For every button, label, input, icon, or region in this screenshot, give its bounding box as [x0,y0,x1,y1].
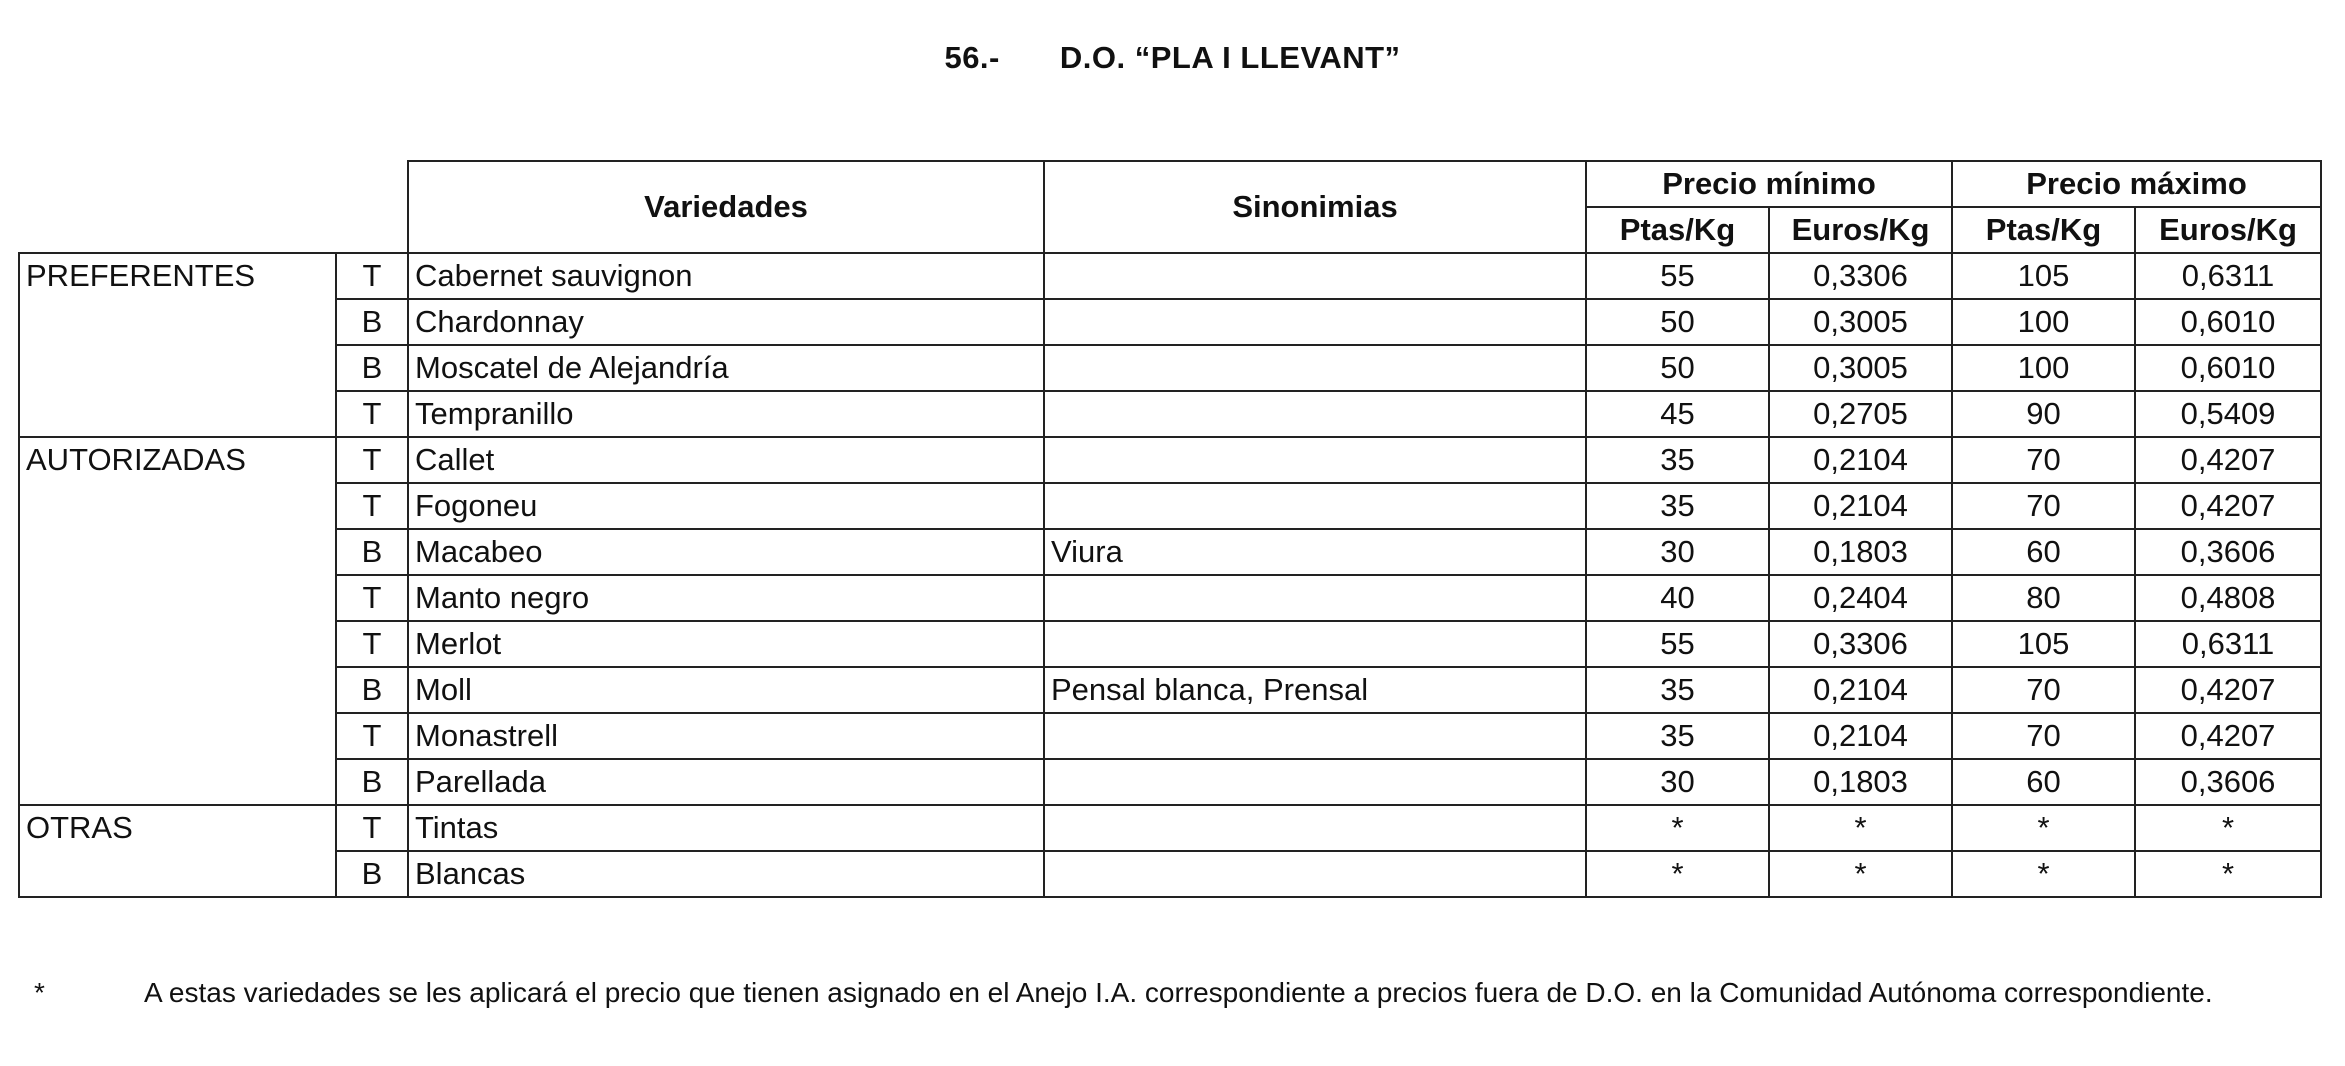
variety-cell: Fogoneu [408,483,1044,529]
min-euros-cell: 0,1803 [1769,759,1952,805]
max-euros-cell: 0,3606 [2135,529,2321,575]
header-min-euros: Euros/Kg [1769,207,1952,253]
table-body [19,253,2321,897]
table-row [19,575,2321,621]
min-ptas-cell: 40 [1586,575,1769,621]
type-cell: T [336,805,408,851]
variety-cell: Parellada [408,759,1044,805]
table-row [19,345,2321,391]
header-blank [19,161,336,207]
max-euros-cell: 0,4207 [2135,713,2321,759]
min-ptas-cell: 50 [1586,299,1769,345]
header-min-ptas: Ptas/Kg [1586,207,1769,253]
max-ptas-cell: * [1952,805,2135,851]
min-ptas-cell: * [1586,805,1769,851]
min-ptas-cell: 55 [1586,621,1769,667]
synonym-cell [1044,851,1586,897]
type-cell: B [336,667,408,713]
max-euros-cell: 0,6311 [2135,253,2321,299]
synonym-cell [1044,253,1586,299]
min-euros-cell: 0,1803 [1769,529,1952,575]
table-row [19,851,2321,897]
type-cell: T [336,391,408,437]
max-euros-cell: 0,4808 [2135,575,2321,621]
header-varieties: Variedades [408,161,1044,253]
table-row [19,621,2321,667]
header-min-price: Precio mínimo [1586,161,1952,207]
type-cell: T [336,621,408,667]
min-ptas-cell: 30 [1586,529,1769,575]
synonym-cell [1044,345,1586,391]
max-ptas-cell: 90 [1952,391,2135,437]
max-ptas-cell: * [1952,851,2135,897]
max-ptas-cell: 80 [1952,575,2135,621]
type-cell: T [336,437,408,483]
min-euros-cell: 0,2104 [1769,437,1952,483]
max-euros-cell: 0,6010 [2135,299,2321,345]
synonym-cell [1044,759,1586,805]
min-euros-cell: * [1769,805,1952,851]
min-ptas-cell: 35 [1586,667,1769,713]
type-cell: B [336,345,408,391]
min-euros-cell: 0,3306 [1769,253,1952,299]
synonym-cell: Pensal blanca, Prensal [1044,667,1586,713]
min-ptas-cell: 45 [1586,391,1769,437]
category-cell: OTRAS [19,805,336,897]
header-blank [336,207,408,253]
header-synonyms: Sinonimias [1044,161,1586,253]
variety-cell: Tintas [408,805,1044,851]
header-blank [19,207,336,253]
table-row [19,667,2321,713]
max-ptas-cell: 70 [1952,483,2135,529]
variety-cell: Callet [408,437,1044,483]
header-max-euros: Euros/Kg [2135,207,2321,253]
min-ptas-cell: 35 [1586,437,1769,483]
type-cell: T [336,713,408,759]
table-row [19,529,2321,575]
min-ptas-cell: * [1586,851,1769,897]
type-cell: T [336,575,408,621]
min-euros-cell: 0,2104 [1769,483,1952,529]
table-row [19,391,2321,437]
max-ptas-cell: 100 [1952,299,2135,345]
variety-cell: Moscatel de Alejandría [408,345,1044,391]
min-ptas-cell: 50 [1586,345,1769,391]
footnote-mark: * [34,977,45,1008]
min-ptas-cell: 35 [1586,483,1769,529]
variety-cell: Moll [408,667,1044,713]
variety-cell: Blancas [408,851,1044,897]
max-euros-cell: 0,4207 [2135,483,2321,529]
synonym-cell: Viura [1044,529,1586,575]
variety-cell: Monastrell [408,713,1044,759]
variety-cell: Manto negro [408,575,1044,621]
min-euros-cell: 0,2404 [1769,575,1952,621]
synonym-cell [1044,575,1586,621]
min-euros-cell: 0,2104 [1769,667,1952,713]
type-cell: B [336,759,408,805]
max-ptas-cell: 60 [1952,529,2135,575]
type-cell: B [336,851,408,897]
max-euros-cell: 0,6010 [2135,345,2321,391]
max-euros-cell: 0,4207 [2135,437,2321,483]
section-number: 56.- [944,40,1000,75]
type-cell: B [336,529,408,575]
synonym-cell [1044,391,1586,437]
table-row [19,805,2321,851]
table-row [19,713,2321,759]
min-euros-cell: * [1769,851,1952,897]
max-ptas-cell: 70 [1952,667,2135,713]
category-cell: AUTORIZADAS [19,437,336,805]
variety-cell: Macabeo [408,529,1044,575]
header-max-ptas: Ptas/Kg [1952,207,2135,253]
table-row [19,299,2321,345]
max-euros-cell: * [2135,805,2321,851]
max-ptas-cell: 60 [1952,759,2135,805]
variety-cell: Tempranillo [408,391,1044,437]
max-euros-cell: 0,3606 [2135,759,2321,805]
min-euros-cell: 0,3005 [1769,345,1952,391]
page-title [0,40,2345,76]
synonym-cell [1044,805,1586,851]
max-euros-cell: * [2135,851,2321,897]
varieties-price-table [18,160,2322,898]
synonym-cell [1044,437,1586,483]
table-row [19,437,2321,483]
max-ptas-cell: 70 [1952,713,2135,759]
min-euros-cell: 0,2705 [1769,391,1952,437]
synonym-cell [1044,713,1586,759]
min-euros-cell: 0,3005 [1769,299,1952,345]
variety-cell: Merlot [408,621,1044,667]
max-euros-cell: 0,5409 [2135,391,2321,437]
max-euros-cell: 0,6311 [2135,621,2321,667]
max-ptas-cell: 70 [1952,437,2135,483]
max-ptas-cell: 100 [1952,345,2135,391]
max-euros-cell: 0,4207 [2135,667,2321,713]
type-cell: B [336,299,408,345]
footnote-text: A estas variedades se les aplicará el precio que tienen asignado en el Anejo I.A. correspondiente a precios fuera de D.O. en la Comunidad Autónoma correspondiente. [144,977,2213,1008]
min-ptas-cell: 55 [1586,253,1769,299]
category-cell: PREFERENTES [19,253,336,437]
synonym-cell [1044,483,1586,529]
min-euros-cell: 0,3306 [1769,621,1952,667]
section-title: D.O. “PLA I LLEVANT” [1059,40,1401,75]
type-cell: T [336,483,408,529]
footnote [34,975,2304,1011]
min-euros-cell: 0,2104 [1769,713,1952,759]
variety-cell: Chardonnay [408,299,1044,345]
min-ptas-cell: 35 [1586,713,1769,759]
table-row [19,253,2321,299]
max-ptas-cell: 105 [1952,621,2135,667]
header-blank [336,161,408,207]
synonym-cell [1044,299,1586,345]
header-max-price: Precio máximo [1952,161,2321,207]
synonym-cell [1044,621,1586,667]
table-row [19,483,2321,529]
variety-cell: Cabernet sauvignon [408,253,1044,299]
table-row [19,759,2321,805]
type-cell: T [336,253,408,299]
max-ptas-cell: 105 [1952,253,2135,299]
min-ptas-cell: 30 [1586,759,1769,805]
